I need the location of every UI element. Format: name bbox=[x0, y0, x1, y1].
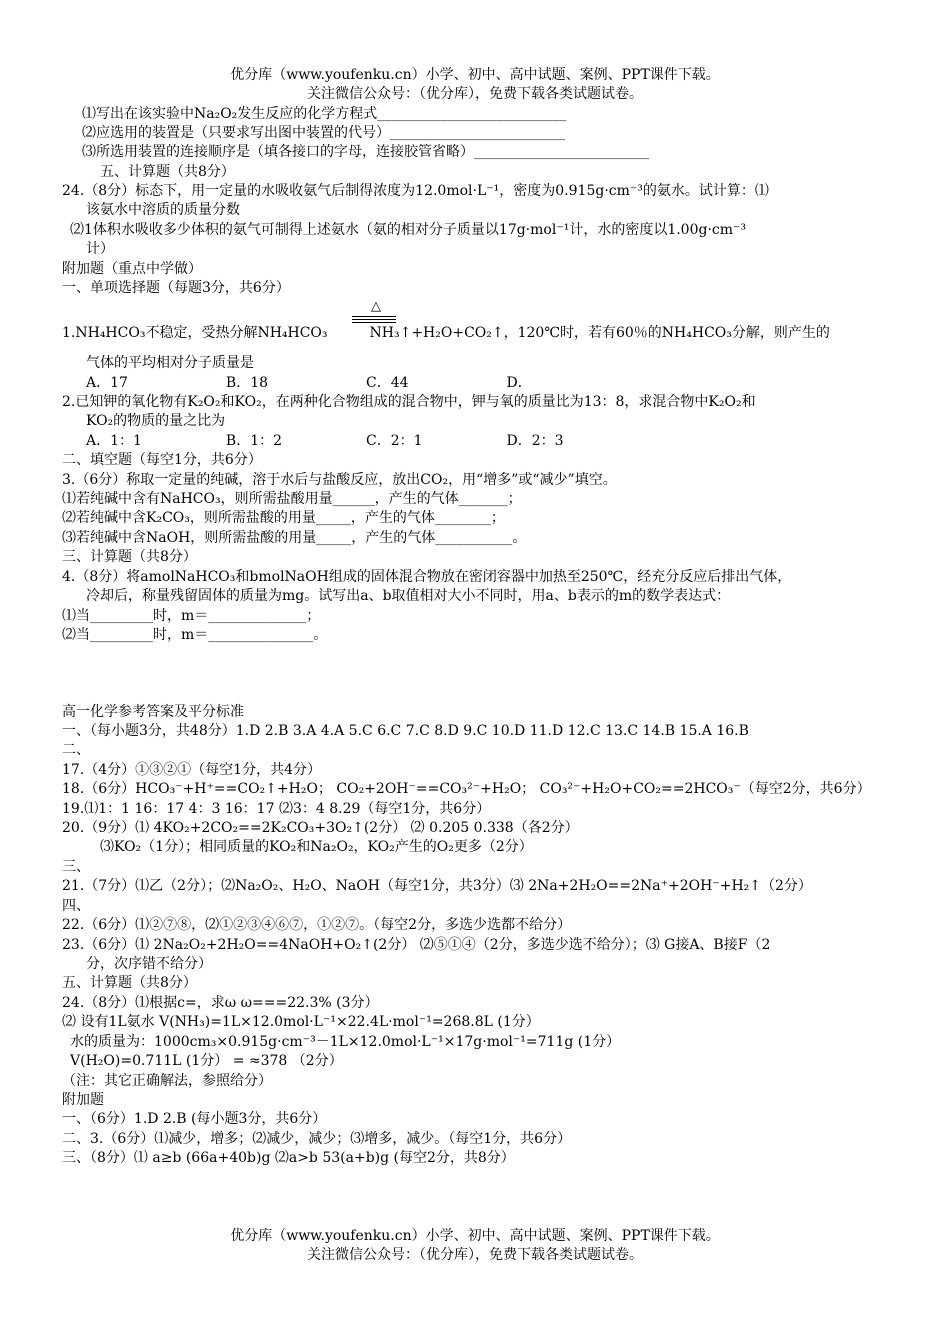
answer-line: 二、 bbox=[62, 742, 90, 758]
answer-line: 三、 bbox=[62, 859, 90, 875]
answer-line: ⑶KO₂（1分）；相同质量的KO₂和Na₂O₂，KO₂产生的O₂更多（2分） bbox=[100, 839, 533, 855]
answer-line: 19.⑴1：1 16：17 4：3 16：17 ⑵3：4 8.29（每空1分，共6分） bbox=[62, 801, 491, 817]
question-text: ⑵1体积水吸收多少体积的氨气可制得上述氨水（氨的相对分子质量以17g·mol⁻¹计，水的密度以1.00g·cm⁻³ bbox=[70, 222, 747, 238]
question-text: ⑵应选用的装置是（只要求写出图中装置的代号）_________________________ bbox=[82, 125, 565, 141]
question-text: 冷却后，称量残留固体的质量为mg。试写出a、b取值相对大小不同时，用a、b表示的m的数学表达式： bbox=[86, 588, 731, 604]
header-line-1: 优分库（www.youfenku.cn）小学、初中、高中试题、案例、PPT课件下载。 bbox=[230, 67, 720, 83]
answer-line: 水的质量为：1000cm₃×0.915g·cm⁻³－1L×12.0mol·L⁻¹×17g·mol⁻¹=711g (1分） bbox=[70, 1034, 621, 1050]
question-text: 3.（6分）称取一定量的纯碱，溶于水后与盐酸反应，放出CO₂，用“增多”或“减少”填空。 bbox=[62, 472, 617, 488]
section-heading: 附加题（重点中学做） bbox=[62, 261, 202, 277]
answer-line: 二、3.（6分）⑴减少，增多；⑵减少，减少；⑶增多，减少。（每空1分，共6分） bbox=[62, 1131, 572, 1147]
answer-line: V(H₂O)=0.711L (1分） = ≈378 （2分） bbox=[70, 1053, 343, 1069]
question-text: ⑶若纯碱中含NaOH，则所需盐酸的用量_____，产生的气体___________。 bbox=[62, 530, 527, 546]
footer-line-1: 优分库（www.youfenku.cn）小学、初中、高中试题、案例、PPT课件下载。 bbox=[230, 1228, 720, 1244]
footer-line-2: 关注微信公众号：（优分库），免费下载各类试题试卷。 bbox=[307, 1247, 643, 1263]
answer-line: （注：其它正确解法，参照给分） bbox=[62, 1073, 272, 1089]
section-heading: 三、计算题（共8分） bbox=[62, 549, 197, 565]
question-text: 1.NH₄HCO₃不稳定，受热分解NH₄HCO₃ NH₃↑+H₂O+CO₂↑，120℃时，若有60％的NH₄HCO₃分解，则产生的 bbox=[62, 325, 830, 341]
header-line-2: 关注微信公众号：（优分库），免费下载各类试题试卷。 bbox=[307, 86, 643, 102]
answer-line: 一、（6分）1.D 2.B (每小题3分，共6分） bbox=[62, 1111, 327, 1127]
answer-line: 三、（8分）⑴ a≥b (66a+40b)g ⑵a>b 53(a+b)g (每空2分，共8分） bbox=[62, 1150, 515, 1166]
answers-title: 高一化学参考答案及平分标准 bbox=[62, 704, 244, 720]
question-text: 4.（8分）将amolNaHCO₃和bmolNaOH组成的固体混合物放在密闭容器中加热至250℃，经充分反应后排出气体， bbox=[62, 569, 792, 585]
answer-line: 分，次序错不给分） bbox=[86, 956, 212, 972]
question-text: KO₂的物质的量之比为 bbox=[86, 413, 226, 429]
heat-symbol: △ bbox=[371, 299, 381, 314]
section-heading: 五、计算题（共8分） bbox=[100, 164, 235, 180]
answer-options: A．17 B．18 C．44 D． bbox=[86, 375, 532, 391]
question-text: 该氨水中溶质的质量分数 bbox=[86, 202, 240, 218]
section-heading: 二、填空题（每空1分，共6分） bbox=[62, 452, 262, 468]
answer-line: 22.（6分）⑴②⑦⑧，⑵①②③④⑥⑦，①②⑦。（每空2分，多选少选都不给分） bbox=[62, 917, 572, 933]
question-text: ⑴写出在该实验中Na₂O₂发生反应的化学方程式___________________________ bbox=[82, 106, 567, 122]
question-text: 24.（8分）标态下，用一定量的水吸收氨气后制得浓度为12.0mol·L⁻¹，密度为0.915g·cm⁻³的氨水。试计算：⑴ bbox=[62, 183, 769, 199]
question-text: 气体的平均相对分子质量是 bbox=[86, 355, 254, 371]
answer-line: 附加题 bbox=[62, 1092, 104, 1108]
question-text: ⑶所选用装置的连接顺序是（填各接口的字母，连接胶管省略）_________________________ bbox=[82, 144, 649, 160]
answer-line: 五、计算题（共8分） bbox=[62, 975, 197, 991]
answer-line: 一、（每小题3分，共48分）1.D 2.B 3.A 4.A 5.C 6.C 7.C 8.D 9.C 10.D 11.D 12.C 13.C 14.B 15.A 16.B bbox=[62, 723, 749, 739]
section-heading: 一、单项选择题（每题3分，共6分） bbox=[62, 280, 290, 296]
answer-line: 18.（6分）HCO₃⁻+H⁺==CO₂↑+H₂O； CO₂+2OH⁻==CO₃²⁻+H₂O； CO₃²⁻+H₂O+CO₂==2HCO₃⁻（每空2分，共6分） bbox=[62, 781, 871, 797]
question-text: 计） bbox=[86, 241, 114, 257]
answer-line: 四、 bbox=[62, 898, 90, 914]
answer-line: 17.（4分）①③②①（每空1分，共4分） bbox=[62, 762, 321, 778]
question-text: ⑵若纯碱中含K₂CO₃，则所需盐酸的用量_____，产生的气体________； bbox=[62, 510, 505, 526]
equation-equals-sign-middle bbox=[352, 319, 396, 320]
answer-options: A．1：1 B．1：2 C．2：1 D．2：3 bbox=[86, 433, 564, 449]
question-text: 2.已知钾的氧化物有K₂O₂和KO₂，在两种化合物组成的混合物中，钾与氧的质量比为13：8，求混合物中K₂O₂和 bbox=[62, 394, 756, 410]
answer-line: 21.（7分）⑴乙（2分）；⑵Na₂O₂、H₂O、NaOH（每空1分，共3分）⑶ 2Na+2H₂O==2Na⁺+2OH⁻+H₂↑（2分） bbox=[62, 878, 812, 894]
question-text: ⑵当_________时，m＝_______________。 bbox=[62, 627, 328, 643]
question-text: ⑴若纯碱中含有NaHCO₃，则所需盐酸用量______，产生的气体_______； bbox=[62, 491, 522, 507]
answer-line: 20.（9分）⑴ 4KO₂+2CO₂==2K₂CO₃+3O₂↑(2分） ⑵ 0.205 0.338（各2分） bbox=[62, 820, 579, 836]
question-text: ⑴当_________时，m＝______________； bbox=[62, 608, 321, 624]
answer-line: 24.（8分）⑴根据c=，求ω ω===22.3% (3分） bbox=[62, 995, 379, 1011]
answer-line: ⑵ 设有1L氨水 V(NH₃)=1L×12.0mol·L⁻¹×22.4L·mol⁻¹=268.8L (1分） bbox=[62, 1014, 540, 1030]
answer-line: 23.（6分）⑴ 2Na₂O₂+2H₂O==4NaOH+O₂↑(2分） ⑵⑤①④（2分，多选少选不给分）；⑶ G接A、B接F（2 bbox=[62, 937, 771, 953]
